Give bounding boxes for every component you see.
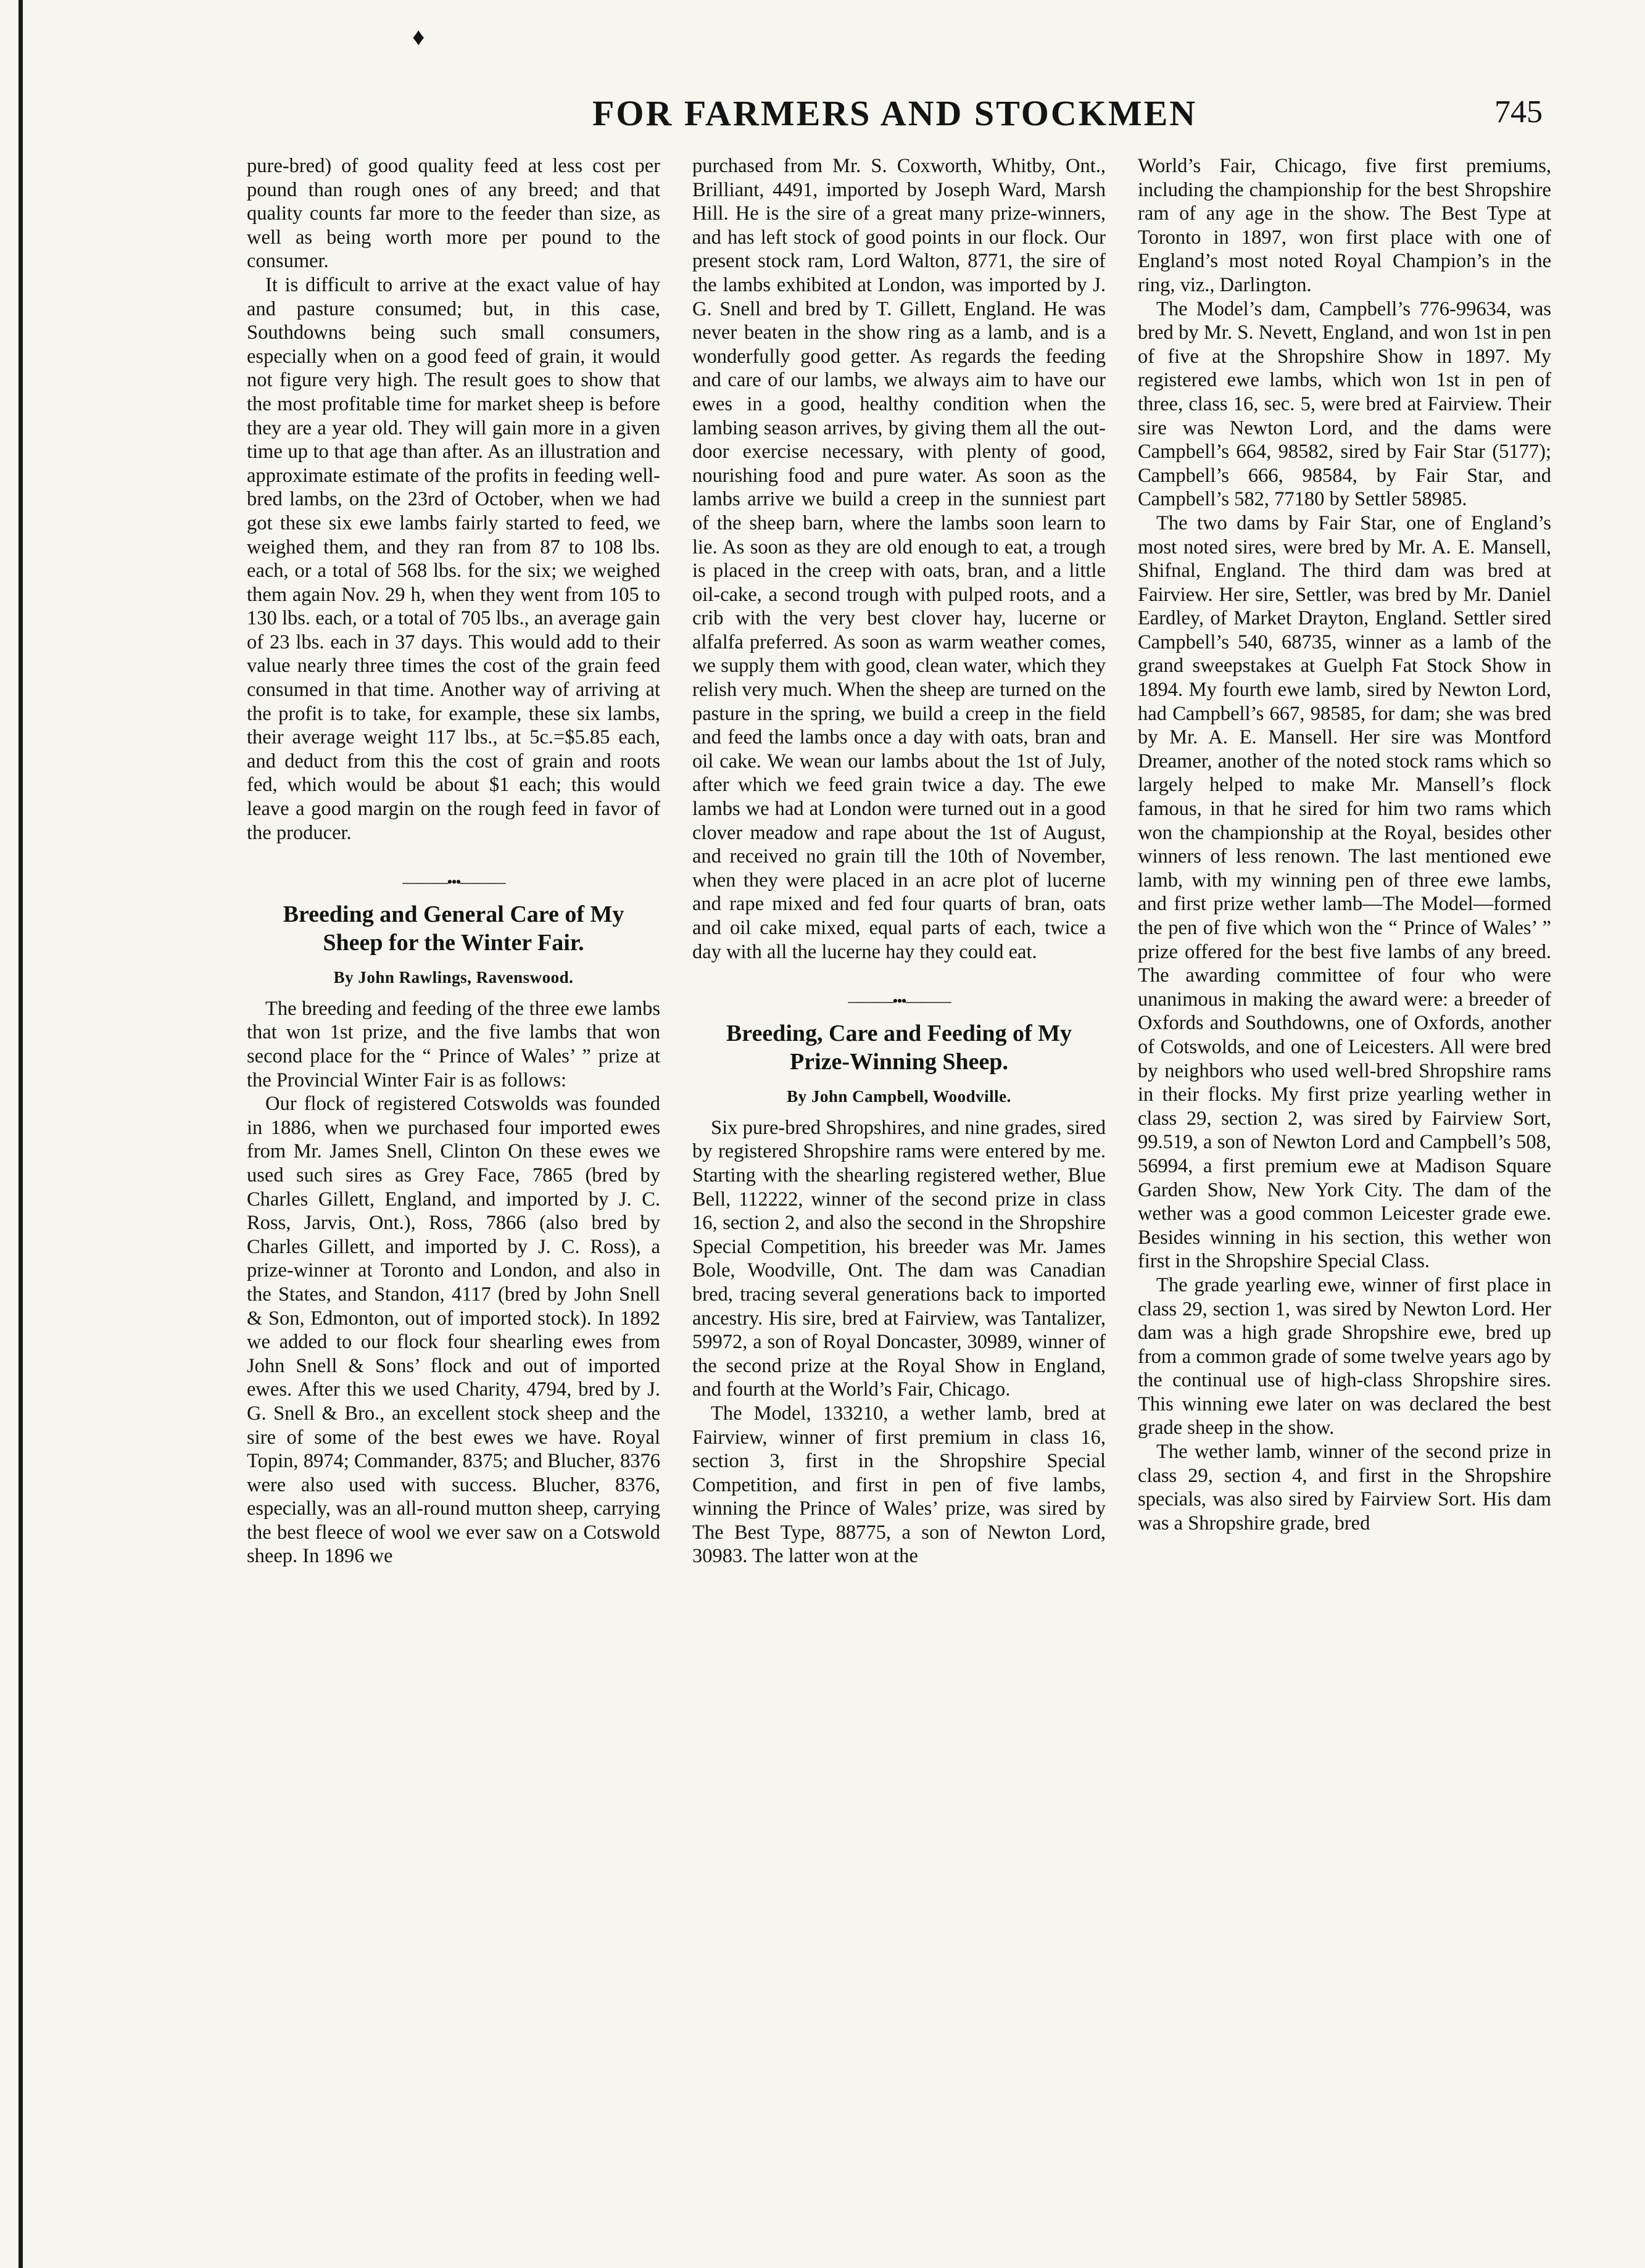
paragraph: The Model’s dam, Campbell’s 776-99634, was bred by Mr. S. Nevett, England, and won 1st in pen of five at the Shropshire Show in 1897. My registered ewe lambs, which won 1st in pen of three, class 16, sec. 5, were bred at Fairview. Their sire was Newton Lord, and the dams were Campbell’s 664, 98582, sired by Fair Star (5177); Campbell’s 666, 98584, by Fair Star, and Campbell’s 582, 77180 by Settler 58985. [1138,297,1551,511]
paragraph: The two dams by Fair Star, one of England’s most noted sires, were bred by Mr. A. E. Mansell, Shifnal, England. The third dam was bred at Fairview. Her sire, Settler, was bred by Mr. Daniel Eardley, of Market Drayton, England. Settler sired Campbell’s 540, 68735, winner as a lamb of the grand sweepstakes at Guelph Fat Stock Show in 1894. My fourth ewe lamb, sired by Newton Lord, had Campbell’s 667, 98585, for dam; she was bred by Mr. A. E. Mansell. Her sire was Montford Dreamer, another of the noted stock rams which so largely helped to make Mr. Mansell’s flock famous, in that he sired for him two rams which won the championship at the Royal, besides other winners of less renown. The last mentioned ewe lamb, with my winning pen of three ewe lambs, and first prize wether lamb—The Model—formed the pen of five which won the “ Prince of Wales’ ” prize offered for the best five lambs of any breed. The awarding committee of four who were unanimous in making the award were: a breeder of Oxfords and Southdowns, one of Oxfords, another of Cotswolds, and one of Leicesters. All were bred by neighbors who used well-bred Shropshire rams in their flocks. My first prize yearling wether in class 29, section 2, was sired by Fairview Sort, 99.519, a son of Newton Lord and Campbell’s 508, 56994, a first premium ewe at Madison Square Garden Show, New York City. The dam of the wether was a good common Leicester grade ewe. Besides winning in his section, this wether won first in the Shropshire Special Class. [1138,511,1551,1273]
section-divider: ———•••——— [402,873,505,892]
page-number: 745 [1494,94,1543,130]
paragraph: It is difficult to arrive at the exact value of hay and pasture consumed; but, in this case, Southdowns being such small consumers, especially when on a good feed of grain, it would not figure very high. The result goes to show that the most profitable time for market sheep is before they are a year old. They will gain more in a given time up to that age than after. As an illustration and approximate estimate of the profits in feeding well-bred lambs, on the 23rd of October, when we had got these six ewe lambs fairly started to feed, we weighed them, and they ran from 87 to 108 lbs. each, or a total of 568 lbs. for the six; we weighed them again Nov. 29 h, when they went from 105 to 130 lbs. each, or a total of 705 lbs., an average gain of 23 lbs. each in 37 days. This would add to their value nearly three times the cost of the grain feed consumed in that time. Another way of arriving at the profit is to take, for example, these six lambs, their average weight 117 lbs., at 5c.=$5.85 each, and deduct from this the cost of grain and roots fed, which would be about $1 each; this would leave a good margin on the rough feed in favor of the producer. [247,273,660,844]
page-header [247,93,1543,142]
paragraph: The Model, 133210, a wether lamb, bred at Fairview, winner of first premium in class 16, section 3, first in the Shropshire Special Competition, and first in pen of five lambs, winning the Prince of Wales’ prize, was sired by The Best Type, 88775, a son of Newton Lord, 30983. The latter won at the [692,1402,1106,1568]
column-3 [1138,154,1551,1535]
paragraph: Our flock of registered Cotswolds was founded in 1886, when we purchased four imported ewes from Mr. James Snell, Clinton On these ewes we used such sires as Grey Face, 7865 (bred by Charles Gillett, England, and imported by J. C. Ross, Jarvis, Ont.), Ross, 7866 (also bred by Charles Gillett, and imported by J. C. Ross), a prize-winner at Toronto and London, and also in the States, and Standon, 4117 (bred by John Snell & Son, Edmonton, out of imported stock). In 1892 we added to our flock four shearling ewes from John Snell & Sons’ flock and out of imported ewes. After this we used Charity, 4794, bred by J. G. Snell & Bro., an excellent stock sheep and the sire of some of the best ewes we have. Royal Topin, 8974; Commander, 8375; and Blucher, 8376 were also used with success. Blucher, 8376, especially, was an all-round mutton sheep, carrying the best fleece of wool we ever saw on a Cotswold sheep. In 1896 we [247,1093,660,1568]
paragraph: The breeding and feeding of the three ewe lambs that won 1st prize, and the five lambs that won second place for the “ Prince of Wales’ ” prize at the Provincial Winter Fair is as follows: [247,997,660,1091]
article-byline: By John Rawlings, Ravenswood. [333,968,574,987]
running-head: FOR FARMERS AND STOCKMEN [592,93,1198,133]
paragraph: The wether lamb, winner of the second prize in class 29, section 4, and first in the Shropshire specials, was also sired by Fairview Sort. His dam was a Shropshire grade, bred [1138,1441,1551,1534]
article-byline: By John Campbell, Woodville. [787,1087,1011,1106]
article-title: Breeding, Care and Feeding of My Prize-Winning Sheep. [726,1020,1072,1075]
column-1 [247,154,660,1568]
paragraph: purchased from Mr. S. Coxworth, Whitby, Ont., Brilliant, 4491, imported by Joseph Ward, Marsh Hill. He is the sire of a great many prize-winners, and has left stock of good points in our flock. Our present stock ram, Lord Walton, 8771, the sire of the lambs exhibited at London, was imported by J. G. Snell and bred by T. Gillett, England. He was never beaten in the show ring as a lamb, and is a wonderfully good getter. As regards the feeding and care of our lambs, we always aim to have our ewes in a good, healthy condition when the lambing season arrives, by giving them all the out-door exercise necessary, with plenty of good, nourishing food and pure water. As soon as the lambs arrive we build a creep in the sunniest part of the sheep barn, where the lambs soon learn to lie. As soon as they are old enough to eat, a trough is placed in the creep with oats, bran, and a little oil-cake, a second trough with pulped roots, and a crib with the very best clover hay, lucerne or alfalfa preferred. As soon as warm weather comes, we supply them with good, clean water, which they relish very much. When the sheep are turned on the pasture in the spring, we build a creep in the field and feed the lambs once a day with oats, bran and oil cake. We wean our lambs about the 1st of July, after which we feed grain twice a day. The ewe lambs we had at London were turned out in a good clover meadow and rape about the 1st of August, and received no grain till the 10th of November, when they were placed in an acre plot of lucerne and rape mixed and fed four quarts of bran, oats and oil cake mixed, equal parts of each, twice a day with all the lucerne hay they could eat. [692,155,1106,963]
paragraph: World’s Fair, Chicago, five first premiums, including the championship for the best Shropshire ram of any age in the show. The Best Type at Toronto in 1897, won first place with one of England’s most noted Royal Champion’s in the ring, viz., Darlington. [1138,155,1551,296]
paragraph: pure-bred) of good quality feed at less cost per pound than rough ones of any breed; and that quality counts far more to the feeder than size, as well as being worth more per pound to the consumer. [247,155,660,273]
print-mark: ♦ [412,23,425,51]
page-binding-edge [19,0,23,2268]
section-divider: ———•••——— [848,992,950,1011]
column-2 [692,154,1106,1568]
paragraph: Six pure-bred Shropshires, and nine grades, sired by registered Shropshire rams were entered by me. Starting with the shearling registered wether, Blue Bell, 112222, winner of the second prize in class 16, section 2, and also the second in the Shropshire Special Competition, his breeder was Mr. James Bole, Woodville, Ont. The dam was Canadian bred, tracing several generations back to imported ancestry. His sire, bred at Fairview, was Tantalizer, 59972, a son of Royal Doncaster, 30989, winner of the second prize at the Royal Show in England, and fourth at the World’s Fair, Chicago. [692,1116,1106,1401]
article-title: Breeding and General Care of My Sheep for the Winter Fair. [283,901,624,956]
paragraph: The grade yearling ewe, winner of first place in class 29, section 1, was sired by Newton Lord. Her dam was a high grade Shropshire ewe, bred up from a common grade of some twelve years ago by the continual use of high-class Shropshire sires. This winning ewe later on was declared the best grade sheep in the show. [1138,1273,1551,1439]
